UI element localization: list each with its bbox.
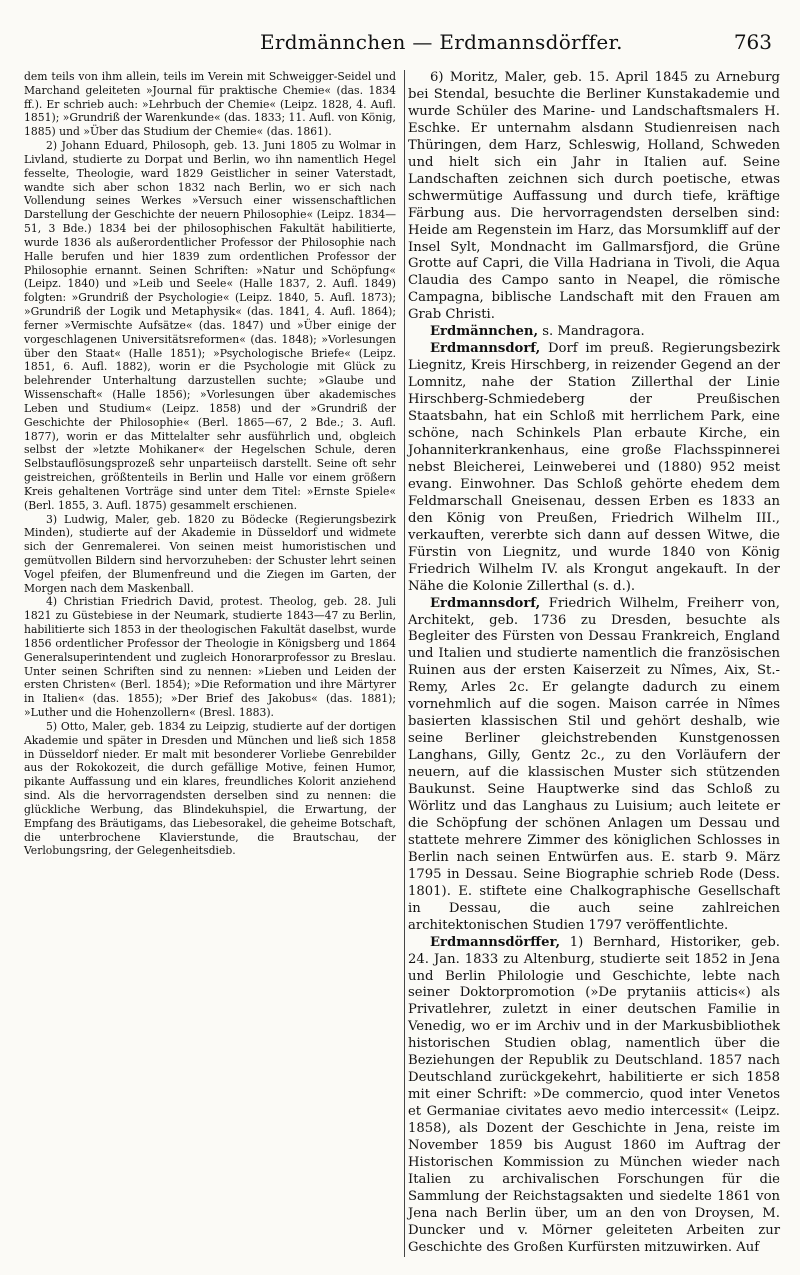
entry-text: 3) Ludwig, Maler, geb. 1820 zu Bödecke (Regierungsbezirk Minden), studierte auf der Akademie in Düsseldorf und widmete sich der Genremalerei. Von seinen meist humoristischen und gemütvollen Bildern sind hervorzuheben: der Schuster lehrt seinen Vogel pfeifen, der Blumenfreund und die Ziegen im Garten, der Morgen nach dem Maskenball. (24, 512, 396, 595)
entry-paragraph (24, 595, 396, 719)
entry-text: s. Mandragora. (538, 324, 645, 340)
text-columns (24, 70, 780, 1257)
entry-paragraph (24, 513, 396, 596)
entry-text: 5) Otto, Maler, geb. 1834 zu Leipzig, studierte auf der dortigen Akademie und später in Dresden und München und ließ sich 1858 in Düsseldorf nieder. Er malt mit besonderer Vorliebe Genrebilder aus der Rokokozeit, die durch gefällige Motive, feinen Humor, pikante Auffassung und ein klares, freundliches Kolorit anziehend sind. Als die hervorragendsten derselben sind zu nennen: die glückliche Werbung, das Blindekuhspiel, die Erwartung, der Empfang des Bräutigams, das Liebesorakel, die geheime Botschaft, die unterbrochene Klavierstunde, die Brautschau, der Verlobungsring, der Gelegenheitsdieb. (24, 719, 396, 858)
running-head: Erdmännchen — Erdmannsdörffer. (260, 30, 623, 54)
entry-text: 4) Christian Friedrich David, protest. Theolog, geb. 28. Juli 1821 zu Güstebiese in der Neumark, studierte 1843—47 zu Berlin, habilitierte sich 1853 in der theologischen Fakultät daselbst, wurde 1856 ordentlicher Professor der Theologie in Königsberg und 1864 Generalsuperintendent und zugleich Honorarprofessor zu Breslau. Unter seinen Schriften sind zu nennen: »Lieben und Leiden der ersten Christen« (Berl. 1854); »Die Reformation und ihre Märtyrer in Italien« (das. 1855); »Der Brief des Jakobus« (das. 1881); »Luther und die Hohenzollern« (Bresl. 1883). (24, 595, 396, 720)
entry-headword: Erdmannsdorf, (430, 595, 541, 611)
entry-headword: Erdmannsdörffer, (430, 934, 561, 950)
entry-paragraph (408, 70, 780, 324)
page-header (24, 30, 780, 64)
entry-text: Friedrich Wilhelm, Freiherr von, Architekt, geb. 1736 zu Dresden, besuchte als Begleiter des Fürsten von Dessau Frankreich, England und Italien und studierte namentlich die französischen Ruinen aus der ersten Kaiserzeit zu Nîmes, Aix, St.-Remy, Arles 2c. Er gelangte dadurch zu einem vornehmlich auf die sogen. Maison carrée in Nîmes basierten klassischen Stil und gehört deshalb, wie seine Berliner gleichstrebenden Kunstgenossen Langhans, Gilly, Gentz 2c., zu den Vorläufern der neuern, auf die klassischen Muster sich stützenden Baukunst. Seine Hauptwerke sind das Schloß zu Wörlitz und das Langhaus zu Luisium; auch leitete er die Schöpfung der schönen Anlagen um Dessau und stattete mehrere Zimmer des königlichen Schlosses in Berlin nach seinen Entwürfen aus. E. starb 9. März 1795 in Dessau. Seine Biographie schrieb Rode (Dess. 1801). E. stiftete eine Chalkographische Gesellschaft in Dessau, die auch seine zahlreichen architektonischen Studien 1797 veröffentlichte. (408, 595, 780, 933)
entry-text: Dorf im preuß. Regierungsbezirk Liegnitz, Kreis Hirschberg, in reizender Gegend an der Lomnitz, nahe der Station Zillerthal der Linie Hirschberg-Schmiedeberg der Preußischen Staatsbahn, hat ein Schloß mit herrlichem Park, eine schöne, nach Schinkels Plan erbaute Kirche, ein Johanniterkrankenhaus, eine große Flachsspinnerei nebst Bleicherei, Leinweberei und (1880) 952 meist evang. Einwohner. Das Schloß gehörte ehedem dem Feldmarschall Gneisenau, dessen Erben es 1833 an den König von Preußen, Friedrich Wilhelm III., verkauften, vererbte sich dann auf dessen Witwe, die Fürstin von Liegnitz, und wurde 1840 von König Friedrich Wilhelm IV. als Krongut angekauft. In der Nähe die Kolonie Zillerthal (s. d.). (408, 341, 780, 594)
entry-paragraph (408, 596, 780, 935)
left-column (24, 70, 405, 1257)
entry-headword: Erdmännchen, (430, 324, 539, 340)
entry-paragraph (24, 70, 396, 139)
entry-paragraph (24, 720, 396, 858)
entry-text: 1) Bernhard, Historiker, geb. 24. Jan. 1833 zu Altenburg, studierte seit 1852 in Jena und Berlin Philologie und Geschichte, lebte nach seiner Doktorpromotion (»De prytaniis atticis«) als Privatlehrer, zuletzt in einer deutschen Familie in Venedig, wo er im Archiv und in der Markusbibliothek historischen Studien oblag, namentlich über die Beziehungen der Republik zu Deutschland. 1857 nach Deutschland zurückgekehrt, habilitierte er sich 1858 mit einer Schrift: »De commercio, quod inter Venetos et Germaniae civitates aevo medio intercessit« (Leipz. 1858), als Dozent der Geschichte in Jena, reiste im November 1859 bis August 1860 im Auftrag der Historischen Kommission zu München wieder nach Italien zu archivalischen Forschungen für die Sammlung der Reichstagsakten und siedelte 1861 von Jena nach Berlin über, um an den von Droysen, M. Duncker und v. Mörner geleiteten Arbeiten zur Geschichte des Großen Kurfürsten mitzuwirken. Auf (408, 934, 780, 1255)
entry-text: 6) Moritz, Maler, geb. 15. April 1845 zu Arneburg bei Stendal, besuchte die Berliner Kunstakademie und wurde Schüler des Marine- und Landschaftsmalers H. Eschke. Er unternahm alsdann Studienreisen nach Thüringen, dem Harz, Schleswig, Holland, Schweden und hielt sich ein Jahr in Italien auf. Seine Landschaften zeichnen sich durch poetische, etwas schwermütige Auffassung und durch tiefe, kräftige Färbung aus. Die hervorragendsten derselben sind: Heide am Regenstein im Harz, das Morsumkliff auf der Insel Sylt, Mondnacht im Gallmarsfjord, die Grüne Grotte auf Capri, die Villa Hadriana in Tivoli, die Aqua Claudia des Campo santo in Neapel, die römische Campagna, biblische Landschaft mit den Frauen am Grab Christi. (408, 70, 780, 323)
entry-paragraph (408, 935, 780, 1257)
entry-text: 2) Johann Eduard, Philosoph, geb. 13. Juni 1805 zu Wolmar in Livland, studierte zu Dorpat und Berlin, wo ihn namentlich Hegel fesselte, Theologie, ward 1829 Geistlicher in seiner Vaterstadt, wandte sich aber schon 1832 nach Berlin, wo er sich nach Vollendung seines Werkes »Versuch einer wissenschaftlichen Darstellung der Geschichte der neuern Philosophie« (Leipz. 1834—51, 3 Bde.) 1834 bei der philosophischen Fakultät habilitierte, wurde 1836 als außerordentlicher Professor der Philosophie nach Halle berufen und hier 1839 zum ordentlichen Professor der Philosophie ernannt. Seinen Schriften: »Natur und Schöpfung« (Leipz. 1840) und »Leib und Seele« (Halle 1837, 2. Aufl. 1849) folgten: »Grundriß der Psychologie« (Leipz. 1840, 5. Aufl. 1873); »Grundriß der Logik und Metaphysik« (das. 1841, 4. Aufl. 1864); ferner »Vermischte Aufsätze« (das. 1847) und »Über einige der vorgeschlagenen Universitätsreformen« (das. 1848); »Vorlesungen über den Staat« (Halle 1851); »Psychologische Briefe« (Leipz. 1851, 6. Aufl. 1882), worin er die Psychologie mit Glück zu belehrender Unterhaltung darzustellen suchte; »Glaube und Wissenschaft« (Halle 1856); »Vorlesungen über akademisches Leben und Studium« (Leipz. 1858) und der »Grundriß der Geschichte der Philosophie« (Berl. 1865—67, 2 Bde.; 3. Aufl. 1877), worin er das Mittelalter sehr ausführlich und, obgleich selbst der »letzte Mohikaner« der Hegelschen Schule, deren Selbstauflösungsprozeß sehr unparteiisch darstellt. Seine oft sehr geistreichen, größtenteils in Berlin und Halle vor einem größern Kreis gehaltenen Vorträge sind unter dem Titel: »Ernste Spiele« (Berl. 1855, 3. Aufl. 1875) gesammelt erschienen. (24, 139, 396, 512)
entry-paragraph (408, 324, 780, 341)
right-column (408, 70, 780, 1257)
entry-headword: Erdmannsdorf, (430, 341, 541, 357)
entry-paragraph (24, 139, 396, 512)
entry-paragraph (408, 341, 780, 595)
page-number: 763 (733, 30, 772, 54)
entry-text: dem teils von ihm allein, teils im Verein mit Schweigger-Seidel und Marchand geleiteten »Journal für praktische Chemie« (das. 1834 ff.). Er schrieb auch: »Lehrbuch der Chemie« (Leipz. 1828, 4. Aufl. 1851); »Grundriß der Warenkunde« (das. 1833; 11. Aufl. von König, 1885) und »Über das Studium der Chemie« (das. 1861). (24, 70, 396, 139)
